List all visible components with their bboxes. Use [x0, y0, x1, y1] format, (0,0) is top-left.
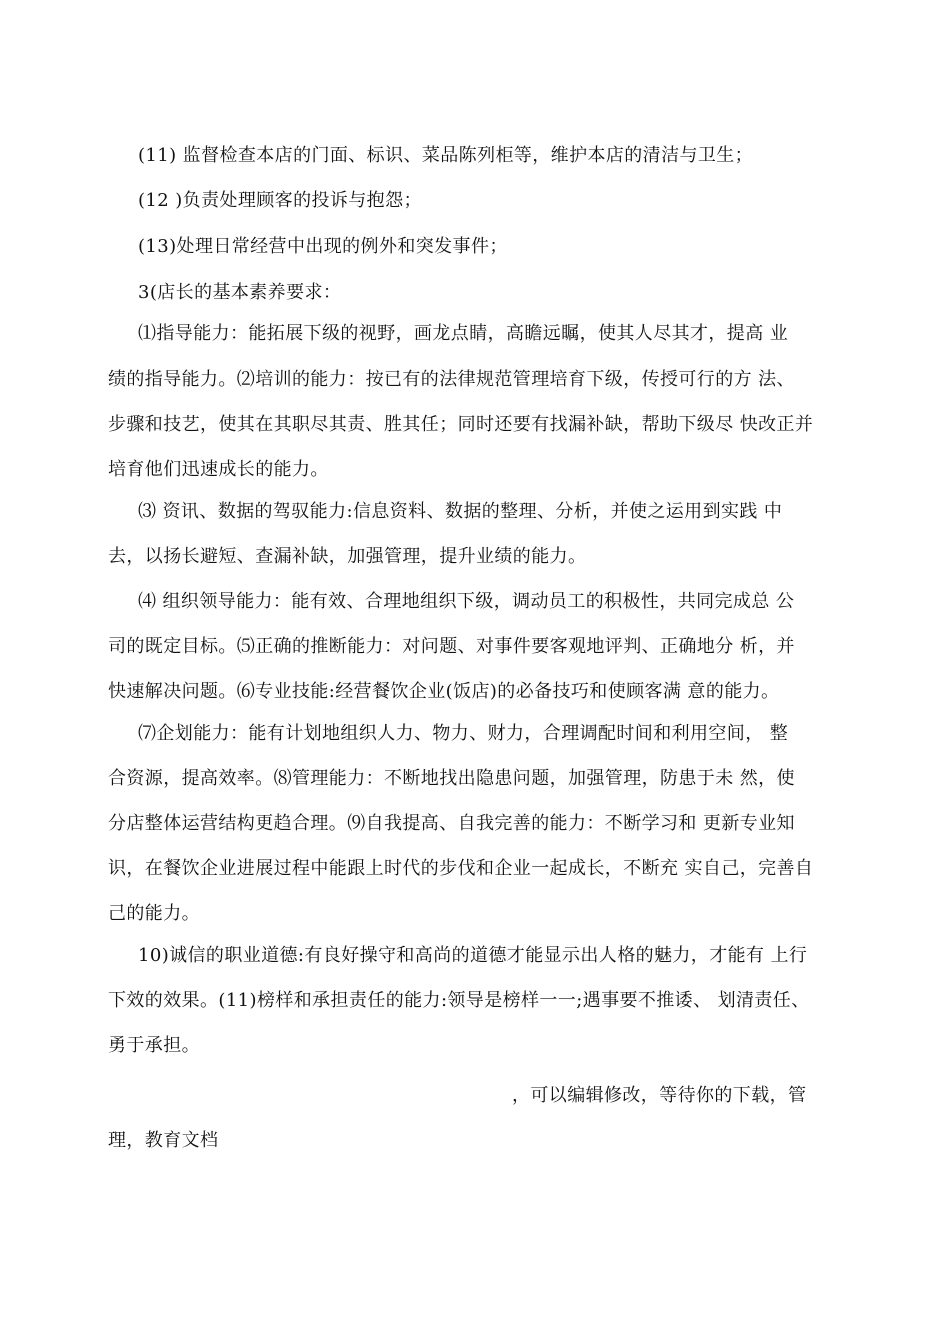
text-line: 去，以扬长避短、查漏补缺，加强管理，提升业绩的能力。 [108, 546, 587, 567]
text-line: 10)诚信的职业道德:有良好操守和高尚的道德才能显示出人格的魅力，才能有 上行 [138, 945, 808, 966]
text-line: 合资源，提高效率。⑻管理能力：不断地找出隐患问题，加强管理，防患于未 然，使 [108, 768, 795, 789]
text-line: ⑷ 组织领导能力：能有效、合理地组织下级，调动员工的积极性，共同完成总 公 [138, 591, 795, 612]
footer-note: 理，教育文档 [108, 1130, 219, 1151]
text-line: ⑶ 资讯、数据的驾驭能力:信息资料、数据的整理、分析，并使之运用到实践 中 [138, 501, 783, 522]
text-line: 快速解决问题。⑹专业技能:经营餐饮企业(饭店)的必备技巧和使顾客满 意的能力。 [108, 681, 780, 702]
text-line: 培育他们迅速成长的能力。 [108, 459, 329, 480]
text-line: ⑴指导能力：能拓展下级的视野，画龙点睛，高瞻远瞩，使其人尽其才，提高 业 [138, 323, 789, 344]
text-line: (12 )负责处理顾客的投诉与抱怨； [138, 190, 422, 211]
text-line: 己的能力。 [108, 903, 200, 924]
section-heading: 3(店长的基本素养要求： [138, 282, 342, 303]
text-line: 下效的效果。(11)榜样和承担责任的能力:领导是榜样一一;遇事要不推诿、 划清责任、 [108, 990, 810, 1011]
text-line: (13)处理日常经营中出现的例外和突发事件； [138, 236, 508, 257]
text-line: 绩的指导能力。⑵培训的能力：按已有的法律规范管理培育下级，传授可行的方 法、 [108, 369, 795, 390]
text-line: 识，在餐饮企业进展过程中能跟上时代的步伐和企业一起成长，不断充 实自己，完善自 [108, 858, 814, 879]
footer-note: ，可以编辑修改，等待你的下载，管 [512, 1085, 807, 1106]
text-line: ⑺企划能力：能有计划地组织人力、物力、财力，合理调配时间和利用空间， 整 [138, 723, 789, 744]
text-line: 步骤和技艺，使其在其职尽其责、胜其任；同时还要有找漏补缺，帮助下级尽 快改正并 [108, 414, 814, 435]
text-line: 勇于承担。 [108, 1035, 200, 1056]
text-line: 分店整体运营结构更趋合理。⑼自我提高、自我完善的能力：不断学习和 更新专业知 [108, 813, 795, 834]
text-line: 司的既定目标。⑸正确的推断能力：对问题、对事件要客观地评判、正确地分 析，并 [108, 636, 795, 657]
text-line: (11) 监督检查本店的门面、标识、菜品陈列柜等，维护本店的清洁与卫生； [138, 145, 754, 166]
